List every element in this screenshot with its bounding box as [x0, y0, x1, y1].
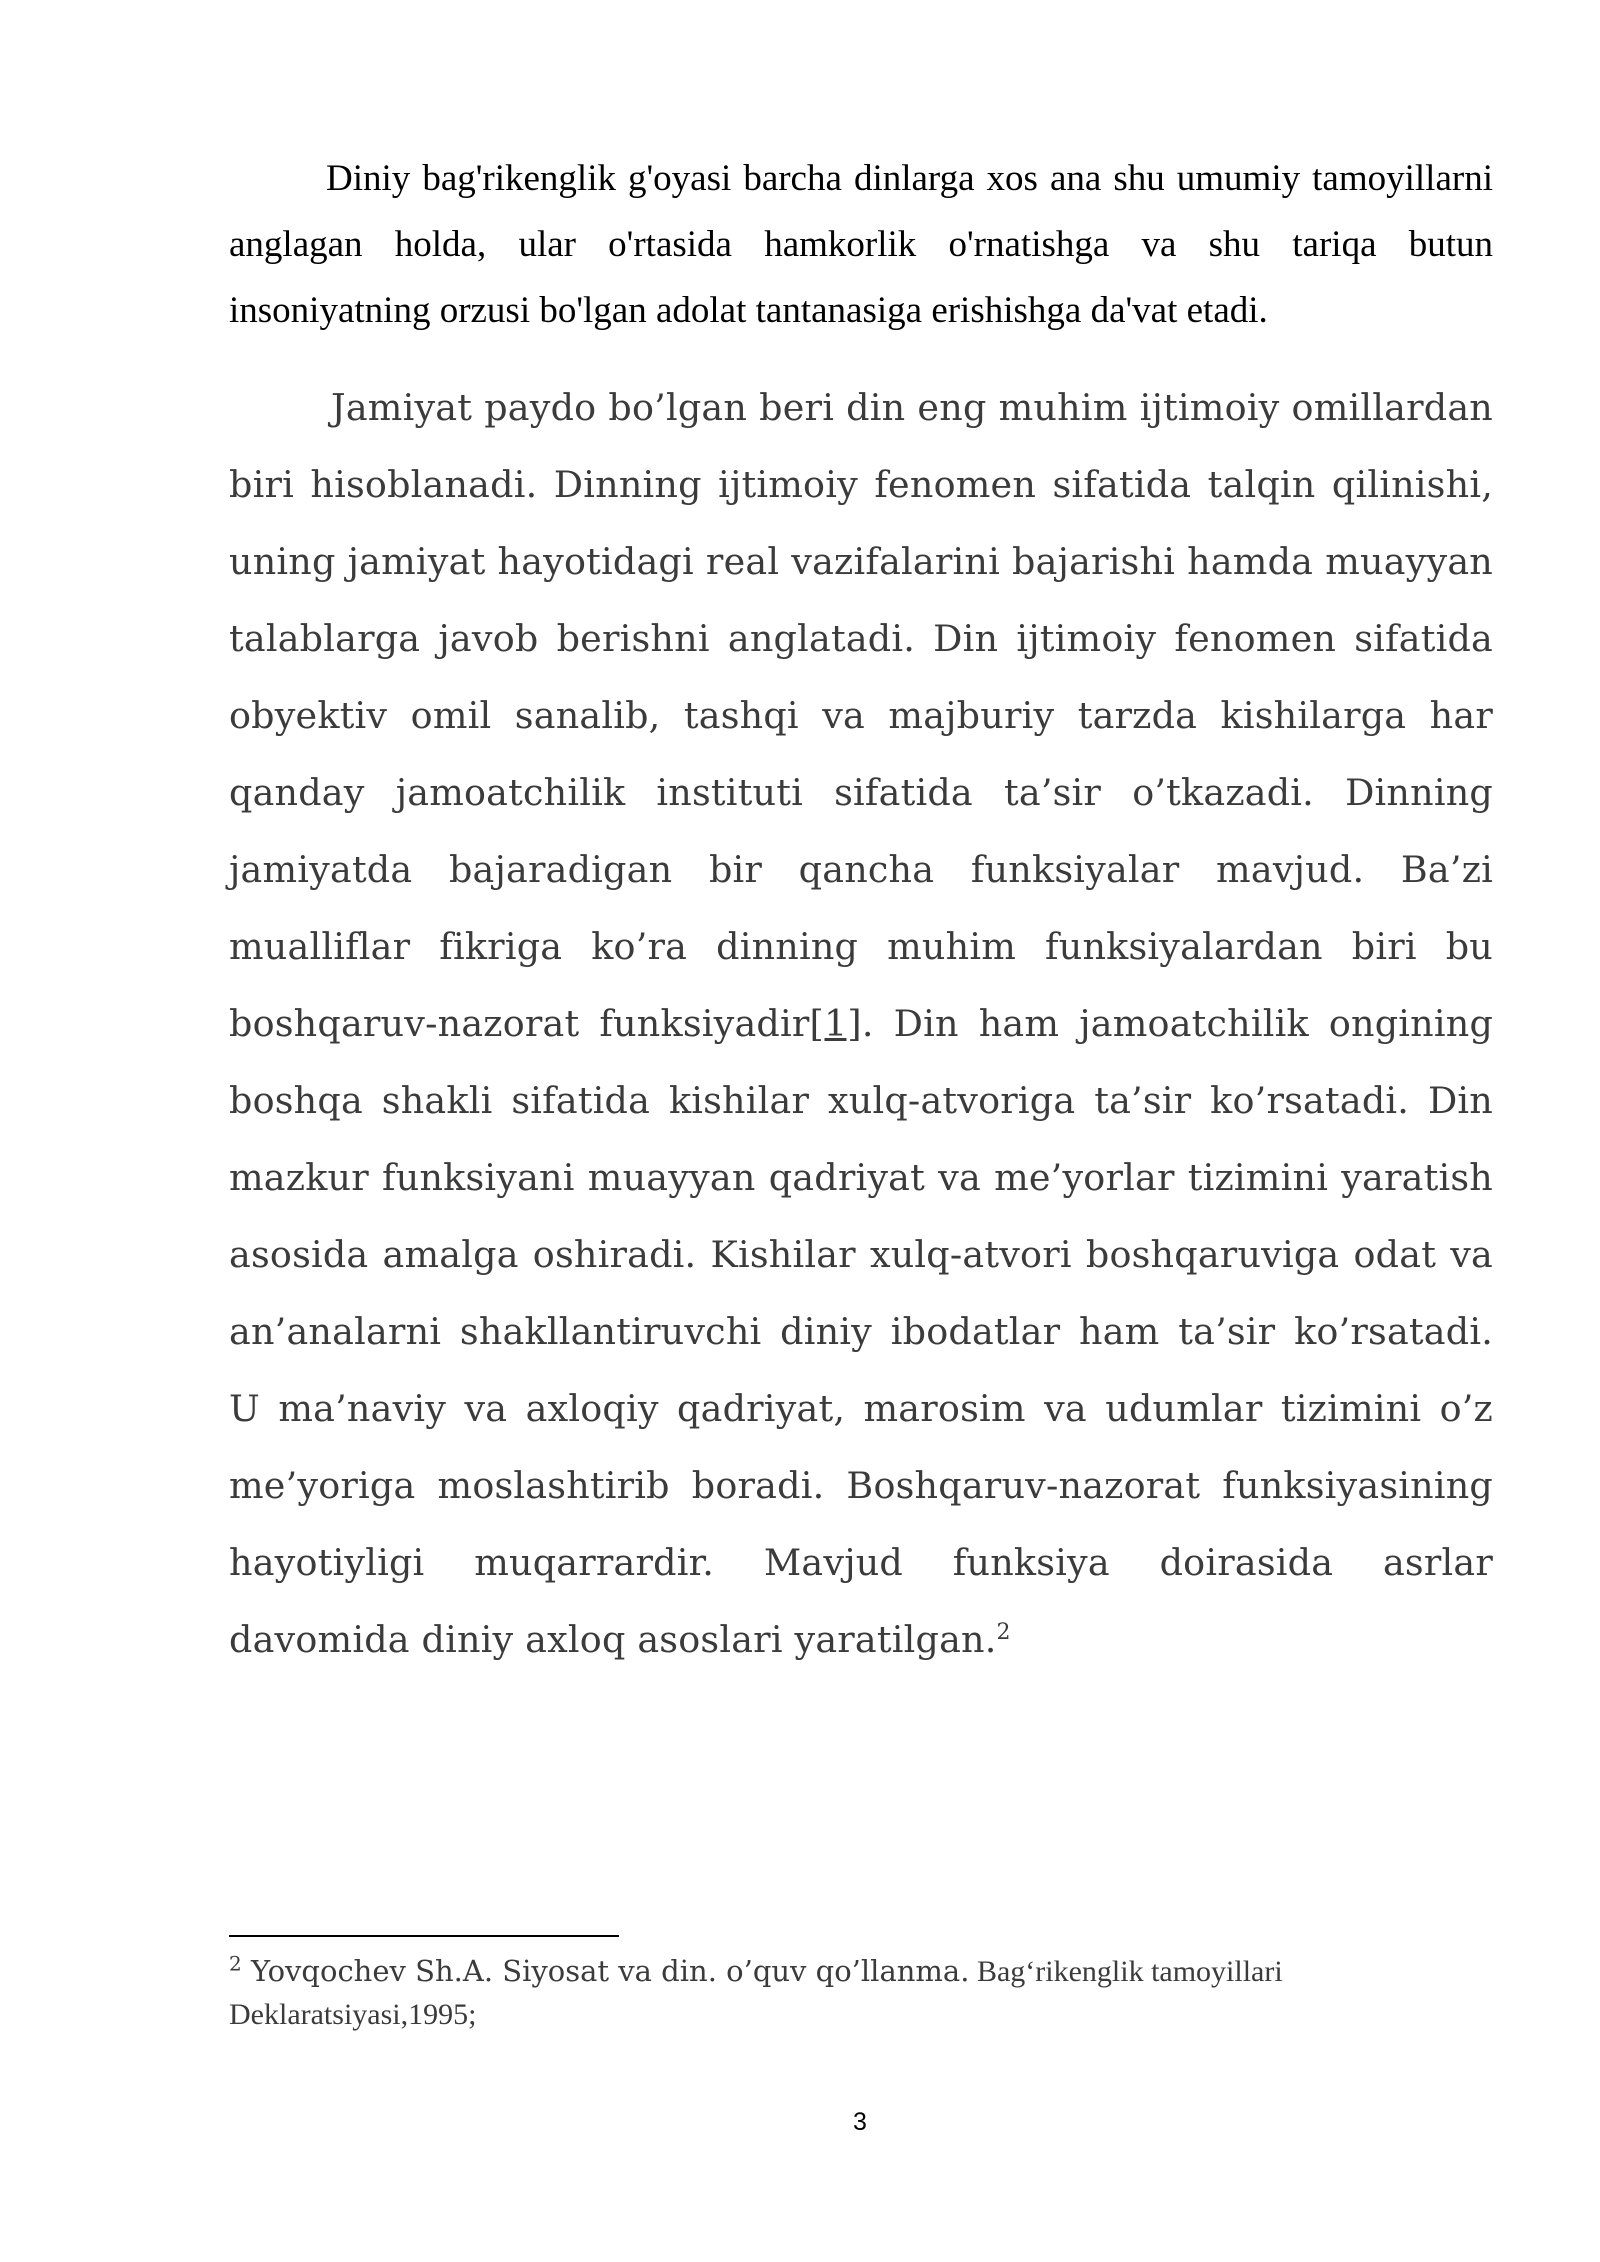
footnote-superscript: 2: [996, 1619, 1011, 1645]
paragraph-tolerance: Diniy bag'rikenglik g'oyasi barcha dinlarga xos ana shu umumiy tamoyillarni anglagan holda, ular o'rtasida hamkorlik o'rnatishga va shu tariqa butun insoniyatning orzusi bo'lgan adolat tantanasiga erishishga da'vat etadi.: [229, 158, 1493, 331]
footnote-source: Yovqochev Sh.A. Siyosat va din. o’quv qo’llanma.: [241, 1954, 970, 1988]
footnote: [229, 1950, 1493, 2036]
footnote-source-continued: Bag‘rikenglik tamoyillari Deklaratsiyasi,1995;: [229, 1955, 1283, 2031]
paragraph-text-after-reference: . Din ham jamoatchilik ongining boshqa shakli sifatida kishilar xulq-atvoriga ta’sir ko’rsatadi. Din mazkur funksiyani muayyan qadriyat va me’yorlar tizimini yaratish asosida amalga oshiradi. Kishilar xulq-atvori boshqaruviga odat va an’analarni shakllantiruvchi diniy ibodatlar ham ta’sir ko’rsatadi. U ma’naviy va axloqiy qadriyat, marosim va udumlar tizimini o’z me’yoriga moslashtirib boradi. Boshqaruv-nazorat funksiyasining hayotiyligi muqarrardir. Mavjud funksiya doirasida asrlar davomida diniy axloq asoslari yaratilgan.: [229, 1002, 1494, 1661]
footnote-number: 2: [229, 1951, 242, 1976]
reference-link-1[interactable]: [1]: [809, 1002, 862, 1045]
paragraph-text-before-reference: Jamiyat paydo bo’lgan beri din eng muhim ijtimoiy omillardan biri hisoblanadi. Dinning ijtimoiy fenomen sifatida talqin qilinishi, uning jamiyat hayotidagi real vazifalarini bajarishi hamda muayyan talablarga javob berishni anglatadi. Din ijtimoiy fenomen sifatida obyektiv omil sanalib, tashqi va majburiy tarzda kishilarga har qanday jamoatchilik instituti sifatida ta’sir o’tkazadi. Dinning jamiyatda bajaradigan bir qancha funksiyalar mavjud. Ba’zi mualliflar fikriga ko’ra dinning muhim funksiyalardan biri bu boshqaruv-nazorat funksiyadir: [229, 386, 1493, 1045]
paragraph-religion-functions: [229, 369, 1493, 1678]
footnote-separator: [229, 1935, 619, 1937]
page-number: 3: [853, 2108, 867, 2136]
